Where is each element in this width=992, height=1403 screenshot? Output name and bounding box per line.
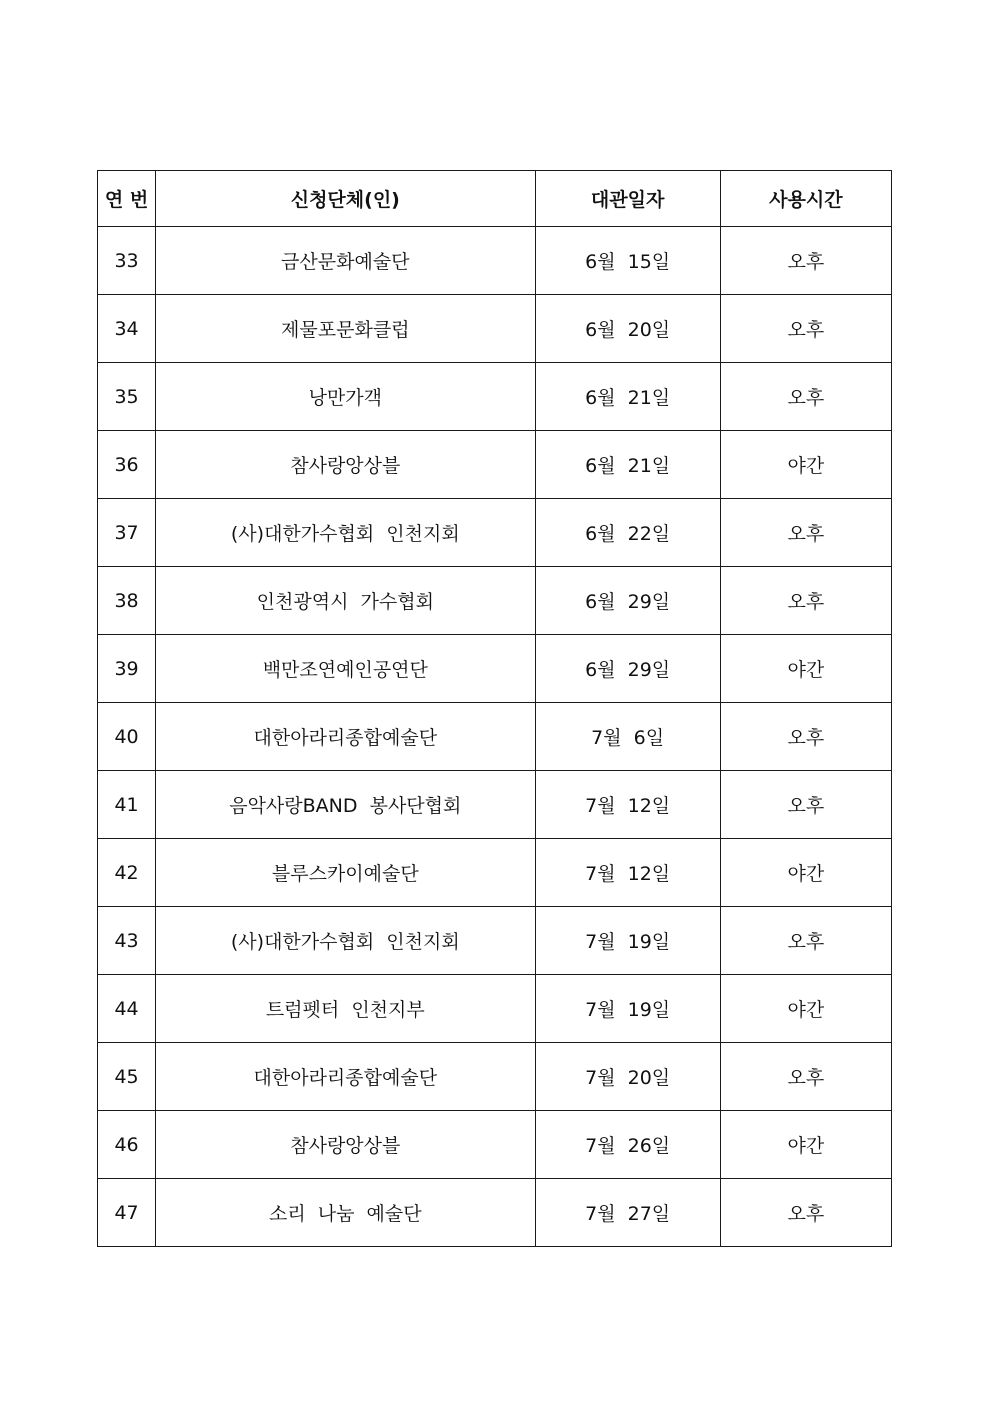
table-row xyxy=(98,1111,892,1179)
row-time: 오후 xyxy=(720,771,891,839)
row-date: 7월 6일 xyxy=(535,703,720,771)
row-number: 47 xyxy=(98,1179,156,1247)
row-number: 37 xyxy=(98,499,156,567)
row-date: 6월 21일 xyxy=(535,363,720,431)
row-organization: 인천광역시 가수협회 xyxy=(156,567,535,635)
row-time: 야간 xyxy=(720,635,891,703)
row-number: 35 xyxy=(98,363,156,431)
row-organization: 낭만가객 xyxy=(156,363,535,431)
table-row xyxy=(98,975,892,1043)
row-organization: 대한아라리종합예술단 xyxy=(156,1043,535,1111)
table-header-row xyxy=(98,171,892,227)
row-time: 야간 xyxy=(720,839,891,907)
row-number: 36 xyxy=(98,431,156,499)
row-time: 오후 xyxy=(720,567,891,635)
header-date: 대관일자 xyxy=(535,171,720,227)
row-date: 7월 19일 xyxy=(535,975,720,1043)
row-time: 오후 xyxy=(720,499,891,567)
row-time: 야간 xyxy=(720,1111,891,1179)
row-time: 오후 xyxy=(720,295,891,363)
rental-schedule-table xyxy=(97,170,892,1247)
row-organization: 제물포문화클럽 xyxy=(156,295,535,363)
row-organization: 트럼펫터 인천지부 xyxy=(156,975,535,1043)
table-row xyxy=(98,907,892,975)
table-row xyxy=(98,839,892,907)
row-time: 오후 xyxy=(720,363,891,431)
row-organization: 금산문화예술단 xyxy=(156,227,535,295)
row-date: 7월 19일 xyxy=(535,907,720,975)
row-date: 6월 22일 xyxy=(535,499,720,567)
row-organization: (사)대한가수협회 인천지회 xyxy=(156,907,535,975)
row-organization: 백만조연예인공연단 xyxy=(156,635,535,703)
row-date: 7월 12일 xyxy=(535,771,720,839)
table-row xyxy=(98,363,892,431)
row-number: 38 xyxy=(98,567,156,635)
row-number: 33 xyxy=(98,227,156,295)
row-time: 오후 xyxy=(720,1179,891,1247)
table-row xyxy=(98,227,892,295)
table-row xyxy=(98,431,892,499)
row-organization: 참사랑앙상블 xyxy=(156,431,535,499)
header-number: 연 번 xyxy=(98,171,156,227)
row-number: 45 xyxy=(98,1043,156,1111)
row-date: 6월 29일 xyxy=(535,635,720,703)
row-organization: 참사랑앙상블 xyxy=(156,1111,535,1179)
row-date: 7월 26일 xyxy=(535,1111,720,1179)
row-number: 43 xyxy=(98,907,156,975)
row-date: 7월 27일 xyxy=(535,1179,720,1247)
row-time: 오후 xyxy=(720,703,891,771)
row-date: 6월 15일 xyxy=(535,227,720,295)
table-row xyxy=(98,635,892,703)
row-date: 6월 29일 xyxy=(535,567,720,635)
row-time: 오후 xyxy=(720,227,891,295)
header-organization: 신청단체(인) xyxy=(156,171,535,227)
table-row xyxy=(98,499,892,567)
table-row xyxy=(98,1179,892,1247)
row-number: 39 xyxy=(98,635,156,703)
row-number: 41 xyxy=(98,771,156,839)
row-time: 오후 xyxy=(720,1043,891,1111)
table-row xyxy=(98,1043,892,1111)
row-organization: 대한아라리종합예술단 xyxy=(156,703,535,771)
header-time: 사용시간 xyxy=(720,171,891,227)
table-row xyxy=(98,567,892,635)
row-number: 40 xyxy=(98,703,156,771)
row-date: 6월 20일 xyxy=(535,295,720,363)
row-organization: 소리 나눔 예술단 xyxy=(156,1179,535,1247)
row-organization: 음악사랑BAND 봉사단협회 xyxy=(156,771,535,839)
row-date: 7월 20일 xyxy=(535,1043,720,1111)
row-organization: 블루스카이예술단 xyxy=(156,839,535,907)
row-number: 34 xyxy=(98,295,156,363)
row-time: 오후 xyxy=(720,907,891,975)
row-number: 42 xyxy=(98,839,156,907)
row-number: 44 xyxy=(98,975,156,1043)
row-time: 야간 xyxy=(720,975,891,1043)
row-time: 야간 xyxy=(720,431,891,499)
table-row xyxy=(98,771,892,839)
row-date: 7월 12일 xyxy=(535,839,720,907)
table-row xyxy=(98,295,892,363)
row-date: 6월 21일 xyxy=(535,431,720,499)
row-number: 46 xyxy=(98,1111,156,1179)
row-organization: (사)대한가수협회 인천지회 xyxy=(156,499,535,567)
table-row xyxy=(98,703,892,771)
